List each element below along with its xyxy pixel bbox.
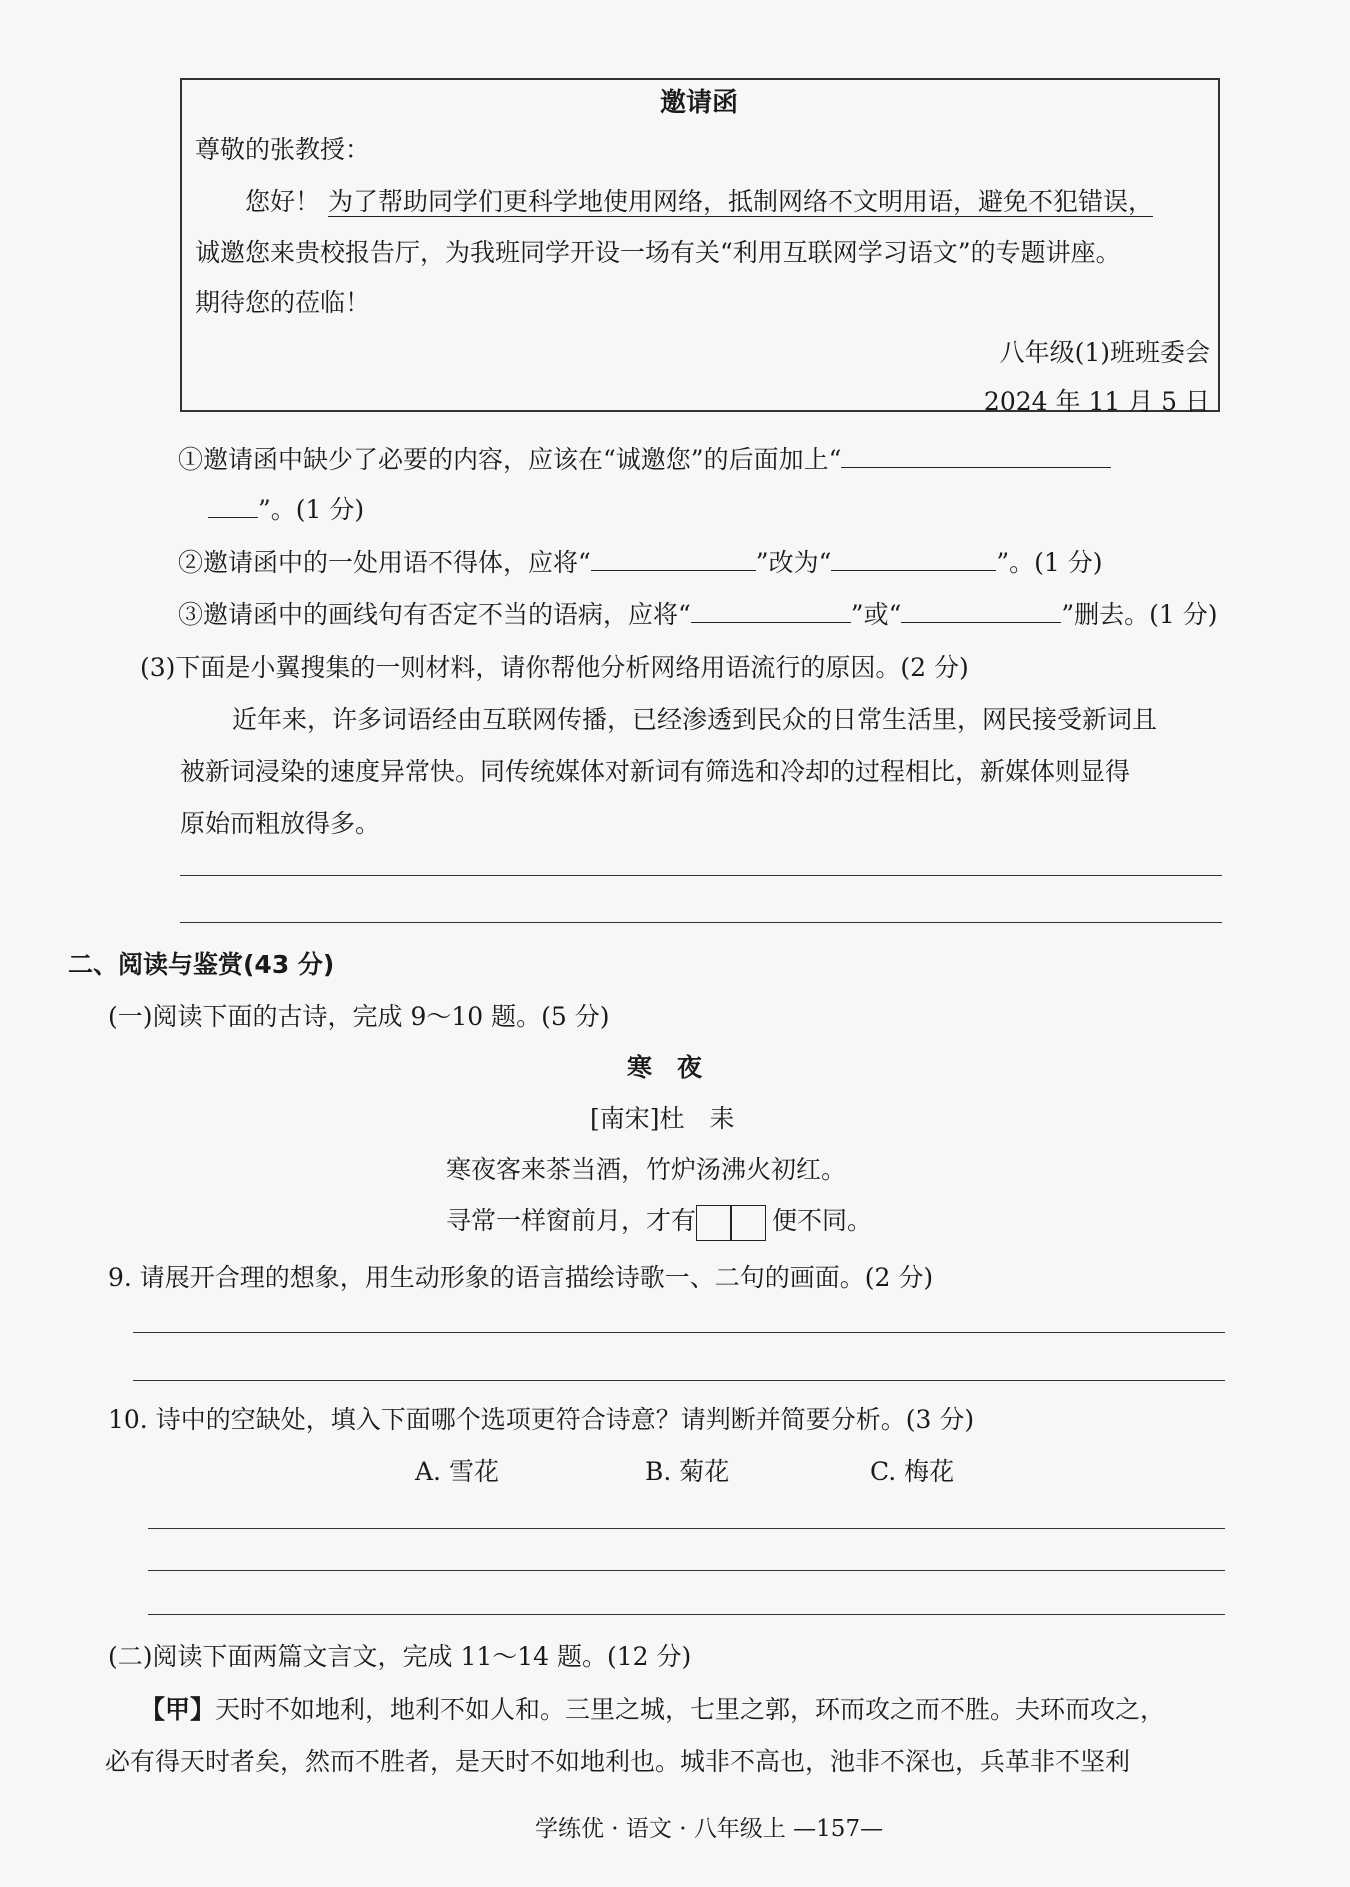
question-3: ③邀请函中的画线句有否定不当的语病，应将“ ”或“ ”删去。(1 分) bbox=[178, 600, 1218, 629]
answer-blank-2b[interactable] bbox=[831, 548, 996, 571]
answer-line[interactable] bbox=[148, 1614, 1225, 1615]
question-9: 9. 请展开合理的想象，用生动形象的语言描绘诗歌一、二句的画面。(2 分) bbox=[108, 1263, 934, 1292]
subsection-1-prompt: (一)阅读下面的古诗，完成 9～10 题。(5 分) bbox=[108, 1002, 610, 1031]
material-line2: 被新词浸染的速度异常快。同传统媒体对新词有筛选和冷却的过程相比，新媒体则显得 bbox=[180, 757, 1131, 786]
answer-blank-1a[interactable] bbox=[841, 445, 1111, 468]
material-line3: 原始而粗放得多。 bbox=[180, 809, 381, 838]
poem-title: 寒 夜 bbox=[627, 1053, 703, 1082]
answer-line[interactable] bbox=[133, 1380, 1225, 1381]
underlined-sentence: 为了帮助同学们更科学地使用网络，抵制网络不文明用语，避免不犯错误， bbox=[327, 187, 1153, 216]
question-3-material-prompt: (3)下面是小翼搜集的一则材料，请你帮他分析网络用语流行的原因。(2 分) bbox=[140, 653, 969, 682]
answer-blank-3a[interactable] bbox=[691, 600, 851, 623]
subsection-2-prompt: (二)阅读下面两篇文言文，完成 11～14 题。(12 分) bbox=[108, 1642, 692, 1671]
option-b: B. 菊花 bbox=[645, 1457, 730, 1486]
answer-line[interactable] bbox=[180, 922, 1222, 923]
letter-signer: 八年级(1)班班委会 bbox=[999, 338, 1210, 367]
answer-line[interactable] bbox=[180, 875, 1222, 876]
poem-line1: 寒夜客来茶当酒，竹炉汤沸火初红。 bbox=[446, 1155, 847, 1184]
letter-salutation: 尊敬的张教授： bbox=[195, 135, 371, 164]
letter-title: 邀请函 bbox=[660, 88, 739, 118]
material-line1: 近年来，许多词语经由互联网传播，已经渗透到民众的日常生活里，网民接受新词且 bbox=[232, 705, 1158, 734]
letter-body-line1 bbox=[245, 182, 1153, 218]
option-c: C. 梅花 bbox=[870, 1457, 955, 1486]
question-1-cont: ”。(1 分) bbox=[208, 490, 364, 526]
letter-date: 2024 年 11 月 5 日 bbox=[983, 387, 1210, 416]
passage-jia-label: 【甲】 bbox=[140, 1695, 216, 1724]
letter-greeting: 您好！ bbox=[245, 187, 321, 216]
question-2: ②邀请函中的一处用语不得体，应将“ ”改为“ ”。(1 分) bbox=[178, 548, 1103, 577]
answer-line[interactable] bbox=[148, 1570, 1225, 1571]
answer-blank-2a[interactable] bbox=[591, 548, 756, 571]
poem-line2: 寻常一样窗前月，才有 便不同。 bbox=[446, 1201, 872, 1241]
page-footer: 学练优 · 语文 · 八年级上 —157— bbox=[535, 1816, 884, 1842]
poem-blank-box[interactable] bbox=[696, 1205, 732, 1241]
passage-jia-line2: 必有得天时者矣，然而不胜者，是天时不如地利也。城非不高也，池非不深也，兵革非不坚利 bbox=[105, 1747, 1131, 1776]
answer-blank-1b[interactable] bbox=[208, 495, 258, 518]
poem-blank-box[interactable] bbox=[730, 1205, 766, 1241]
passage-jia-line1: 【甲】天时不如地利，地利不如人和。三里之城，七里之郭，环而攻之而不胜。夫环而攻之， bbox=[140, 1695, 1166, 1724]
answer-line[interactable] bbox=[133, 1332, 1225, 1333]
option-a: A. 雪花 bbox=[415, 1457, 499, 1486]
question-10: 10. 诗中的空缺处，填入下面哪个选项更符合诗意？请判断并简要分析。(3 分) bbox=[108, 1405, 975, 1434]
answer-line[interactable] bbox=[148, 1528, 1225, 1529]
section-heading: 二、阅读与鉴赏(43 分) bbox=[68, 950, 335, 979]
answer-blank-3b[interactable] bbox=[901, 600, 1061, 623]
question-1: ①邀请函中缺少了必要的内容，应该在“诚邀您”的后面加上“ bbox=[178, 440, 1111, 476]
letter-body-line3: 期待您的莅临！ bbox=[195, 288, 371, 317]
letter-body-line2: 诚邀您来贵校报告厅，为我班同学开设一场有关“利用互联网学习语文”的专题讲座。 bbox=[195, 238, 1121, 267]
poem-author: [南宋]杜 耒 bbox=[590, 1104, 735, 1133]
